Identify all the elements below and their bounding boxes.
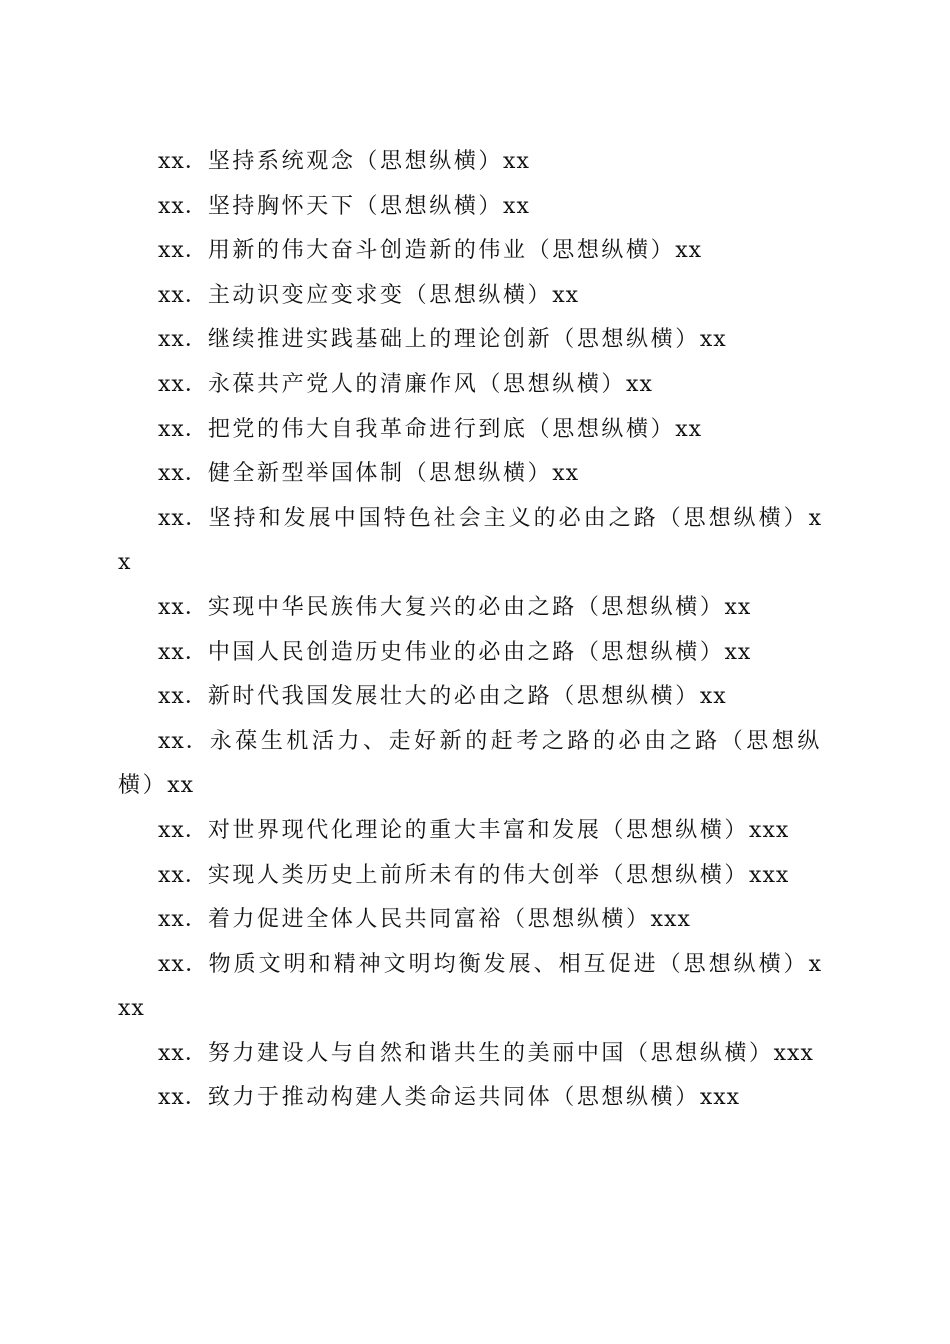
entry-title: 把党的伟大自我革命进行到底（思想纵横） bbox=[207, 416, 676, 442]
entry-title: 坚持系统观念（思想纵横） bbox=[207, 149, 504, 174]
entry-number: xx． bbox=[158, 461, 208, 487]
toc-entry bbox=[118, 229, 822, 274]
toc-entry bbox=[118, 318, 822, 363]
entry-number: xx． bbox=[158, 594, 208, 620]
toc-entry bbox=[118, 1032, 822, 1077]
toc-entry bbox=[118, 408, 822, 453]
entry-number: xx． bbox=[158, 416, 208, 442]
toc-entry bbox=[118, 452, 822, 497]
entry-page: xx bbox=[552, 461, 580, 487]
entry-title: 实现人类历史上前所未有的伟大创举（思想纵横） bbox=[207, 862, 750, 888]
toc-entry bbox=[118, 809, 822, 854]
entry-title: 用新的伟大奋斗创造新的伟业（思想纵横） bbox=[207, 238, 676, 264]
toc-entry bbox=[118, 943, 822, 1032]
entry-title: 坚持和发展中国特色社会主义的必由之路（思想纵横） bbox=[208, 505, 809, 531]
entry-page: xx bbox=[626, 371, 653, 397]
entry-number: xx． bbox=[158, 282, 208, 308]
entry-page: xx bbox=[675, 238, 703, 264]
entry-title: 健全新型举国体制（思想纵横） bbox=[207, 461, 553, 487]
entry-number: xx． bbox=[158, 371, 208, 397]
entry-title: 永葆生机活力、走好新的赶考之路的必由之路（思想纵横） bbox=[118, 728, 822, 799]
entry-title: 物质文明和精神文明均衡发展、相互促进（思想纵横） bbox=[208, 951, 809, 977]
entry-number: xx． bbox=[158, 639, 208, 665]
entry-title: 着力促进全体人民共同富裕（思想纵横） bbox=[207, 907, 651, 933]
entry-page: xxx bbox=[773, 1040, 814, 1066]
entry-title: 努力建设人与自然和谐共生的美丽中国（思想纵横） bbox=[207, 1040, 774, 1066]
entry-number: xx． bbox=[158, 907, 208, 933]
entry-number: xx． bbox=[158, 327, 208, 353]
entry-page: xx bbox=[724, 594, 752, 620]
entry-page: xx bbox=[503, 149, 530, 174]
entry-page: xx bbox=[552, 282, 580, 308]
entry-number: xx． bbox=[158, 505, 209, 531]
entry-title: 中国人民创造历史伟业的必由之路（思想纵横） bbox=[207, 639, 725, 665]
entry-page: xx bbox=[699, 684, 727, 710]
toc-entry bbox=[118, 497, 822, 586]
toc-entry bbox=[118, 363, 822, 408]
entry-number: xx． bbox=[158, 1040, 208, 1066]
toc-entry bbox=[118, 140, 822, 185]
entry-number: xx． bbox=[158, 951, 209, 977]
table-of-contents bbox=[118, 140, 822, 1121]
entry-title: 致力于推动构建人类命运共同体（思想纵横） bbox=[207, 1085, 700, 1111]
entry-page: xxx bbox=[650, 907, 691, 933]
entry-page: xx bbox=[503, 193, 530, 219]
entry-title: 继续推进实践基础上的理论创新（思想纵横） bbox=[207, 327, 700, 353]
toc-entry bbox=[118, 720, 822, 809]
entry-number: xx． bbox=[158, 862, 208, 888]
entry-title: 实现中华民族伟大复兴的必由之路（思想纵横） bbox=[207, 594, 725, 620]
entry-page: xxx bbox=[749, 862, 790, 888]
toc-entry bbox=[118, 1076, 822, 1121]
entry-number: xx． bbox=[158, 149, 208, 174]
entry-number: xx． bbox=[158, 817, 208, 843]
entry-page: xx bbox=[699, 327, 727, 353]
toc-entry bbox=[118, 854, 822, 899]
entry-page: xx bbox=[167, 773, 195, 799]
entry-page: xx bbox=[724, 639, 752, 665]
entry-page: xxx bbox=[749, 817, 790, 843]
entry-title: 永葆共产党人的清廉作风（思想纵横） bbox=[207, 371, 627, 397]
toc-entry bbox=[118, 586, 822, 631]
entry-page: xx bbox=[675, 416, 703, 442]
entry-page: xx bbox=[118, 505, 822, 576]
toc-entry bbox=[118, 185, 822, 230]
entry-title: 对世界现代化理论的重大丰富和发展（思想纵横） bbox=[207, 817, 750, 843]
toc-entry bbox=[118, 898, 822, 943]
entry-number: xx． bbox=[158, 728, 210, 754]
entry-number: xx． bbox=[158, 1085, 208, 1111]
entry-number: xx． bbox=[158, 193, 208, 219]
toc-entry bbox=[118, 631, 822, 676]
entry-title: 新时代我国发展壮大的必由之路（思想纵横） bbox=[207, 684, 700, 710]
entry-number: xx． bbox=[158, 684, 208, 710]
entry-page: xxx bbox=[699, 1085, 741, 1111]
entry-title: 坚持胸怀天下（思想纵横） bbox=[207, 193, 504, 219]
toc-entry bbox=[118, 274, 822, 319]
toc-entry bbox=[118, 675, 822, 720]
entry-page: xxx bbox=[118, 951, 822, 1022]
entry-title: 主动识变应变求变（思想纵横） bbox=[207, 282, 553, 308]
entry-number: xx． bbox=[158, 238, 208, 264]
